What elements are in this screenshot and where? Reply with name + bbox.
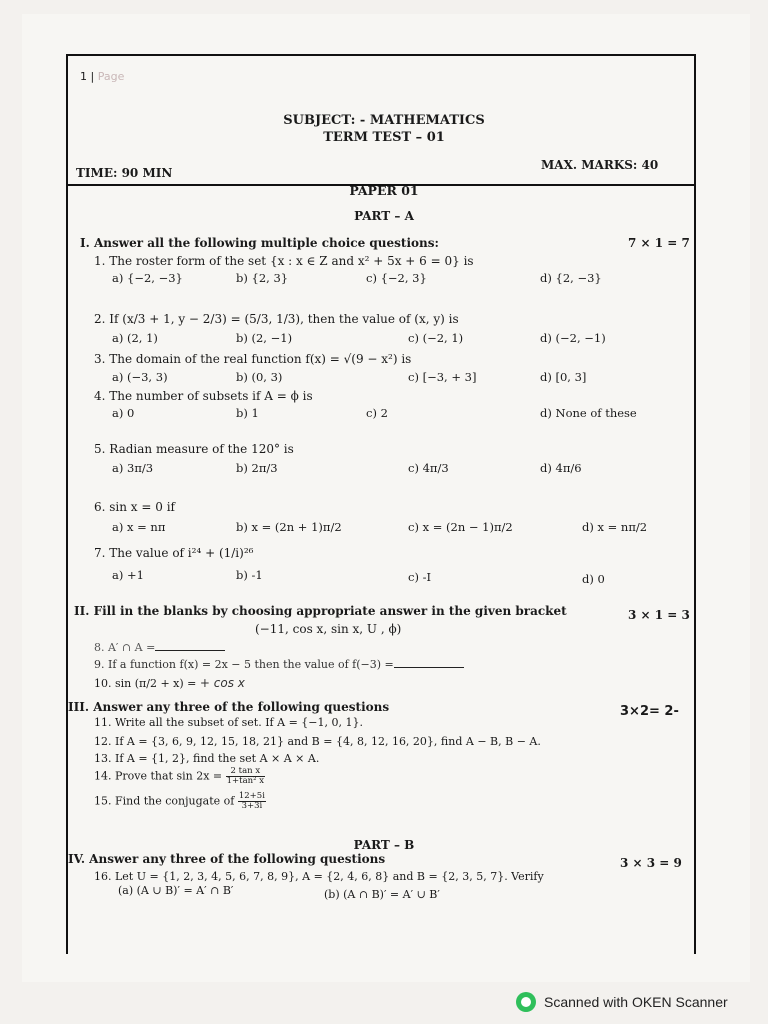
section-2-marks: 3 × 1 = 3 (628, 608, 690, 622)
question-16a: (a) (A ∪ B)′ = A′ ∩ B′ (118, 884, 234, 897)
q3-option-a: a) (−3, 3) (112, 370, 168, 384)
q2-option-b: b) (2, −1) (236, 331, 293, 345)
q1-option-c: c) {−2, 3} (366, 271, 427, 285)
q6-option-b: b) x = (2n + 1)π/2 (236, 520, 342, 534)
term-test-title: TERM TEST – 01 (323, 130, 445, 145)
question-10: 10. sin (π/2 + x) = + cos x (94, 676, 245, 690)
question-5: 5. Radian measure of the 120° is (94, 442, 294, 456)
q3-option-c: c) [−3, + 3] (408, 370, 477, 384)
question-8: 8. A′ ∩ A = (94, 640, 225, 654)
section-4-marks: 3 × 3 = 9 (620, 856, 682, 870)
q3-option-b: b) (0, 3) (236, 370, 283, 384)
section-3-title: III. Answer any three of the following questions (68, 700, 390, 714)
q1-option-b: b) {2, 3} (236, 271, 289, 285)
section-3-marks: 3×2= 2- (620, 704, 679, 719)
q2-option-c: c) (−2, 1) (408, 331, 464, 345)
part-a-title: PART – A (354, 209, 414, 223)
handwritten-answer: + cos x (199, 676, 245, 690)
q6-option-d: d) x = nπ/2 (582, 520, 648, 534)
max-marks-label: MAX. MARKS: 40 (541, 158, 659, 172)
question-15: 15. Find the conjugate of $\frac{12+5i}{3+3i}$ (94, 791, 265, 811)
oken-logo-icon (516, 992, 536, 1012)
q7-option-c: c) -I (408, 570, 432, 584)
q7-option-b: b) -1 (236, 568, 263, 582)
q4-option-d: d) None of these (540, 406, 637, 420)
section-1-title: I. Answer all the following multiple choice questions: (80, 236, 439, 250)
question-7: 7. The value of i²⁴ + (1/i)²⁶ (94, 546, 254, 560)
section-2-bracket: (−11, cos x, sin x, U , ϕ) (255, 622, 402, 636)
scanner-watermark (516, 992, 728, 1012)
subject-title: SUBJECT: - MATHEMATICS (283, 113, 485, 128)
q7-option-d: d) 0 (582, 572, 605, 586)
paper-title: PAPER 01 (349, 183, 419, 198)
q1-option-d: d) {2, −3} (540, 271, 602, 285)
question-1: 1. The roster form of the set {x : x ∈ Z and x² + 5x + 6 = 0} is (94, 254, 474, 268)
q6-option-c: c) x = (2n − 1)π/2 (408, 520, 513, 534)
question-16b: (b) (A ∩ B)′ = A′ ∪ B′ (324, 888, 440, 901)
q4-option-b: b) 1 (236, 406, 259, 420)
section-1-marks: 7 × 1 = 7 (628, 236, 690, 250)
scanner-text: Scanned with OKEN Scanner (544, 994, 728, 1010)
q2-option-d: d) (−2, −1) (540, 331, 606, 345)
question-3: 3. The domain of the real function f(x) = √(9 − x²) is (94, 352, 412, 366)
q2-option-a: a) (2, 1) (112, 331, 158, 345)
question-2: 2. If (x/3 + 1, y − 2/3) = (5/3, 1/3), then the value of (x, y) is (94, 312, 459, 326)
question-13: 13. If A = {1, 2}, find the set A × A × A. (94, 752, 320, 765)
section-2-title: II. Fill in the blanks by choosing appropriate answer in the given bracket (74, 604, 567, 618)
q5-option-d: d) 4π/6 (540, 461, 582, 475)
time-label: TIME: 90 MIN (76, 166, 173, 180)
q6-option-a: a) x = nπ (112, 520, 166, 534)
q5-option-c: c) 4π/3 (408, 461, 449, 475)
question-11: 11. Write all the subset of set. If A = {−1, 0, 1}. (94, 716, 363, 729)
q5-option-b: b) 2π/3 (236, 461, 278, 475)
q4-option-a: a) 0 (112, 406, 135, 420)
q1-option-a: a) {−2, −3} (112, 271, 183, 285)
question-14: 14. Prove that sin 2x = $\frac{\text{2 tan x}}{\text{1+tan² x}}$ (94, 766, 265, 786)
q7-option-a: a) +1 (112, 568, 144, 582)
question-9: 9. If a function f(x) = 2x − 5 then the value of f(−3) = (94, 657, 464, 671)
question-16: 16. Let U = {1, 2, 3, 4, 5, 6, 7, 8, 9}, A = {2, 4, 6, 8} and B = {2, 3, 5, 7}. Verify (94, 870, 544, 883)
question-6: 6. sin x = 0 if (94, 500, 175, 514)
q3-option-d: d) [0, 3] (540, 370, 587, 384)
q5-option-a: a) 3π/3 (112, 461, 154, 475)
part-b-title: PART – B (353, 838, 415, 852)
page-number: 1 | Page (80, 70, 125, 83)
question-12: 12. If A = {3, 6, 9, 12, 15, 18, 21} and B = {4, 8, 12, 16, 20}, find A − B, B − A. (94, 735, 541, 748)
q4-option-c: c) 2 (366, 406, 388, 420)
section-4-title: IV. Answer any three of the following questions (68, 852, 386, 866)
question-4: 4. The number of subsets if A = ϕ is (94, 389, 313, 403)
